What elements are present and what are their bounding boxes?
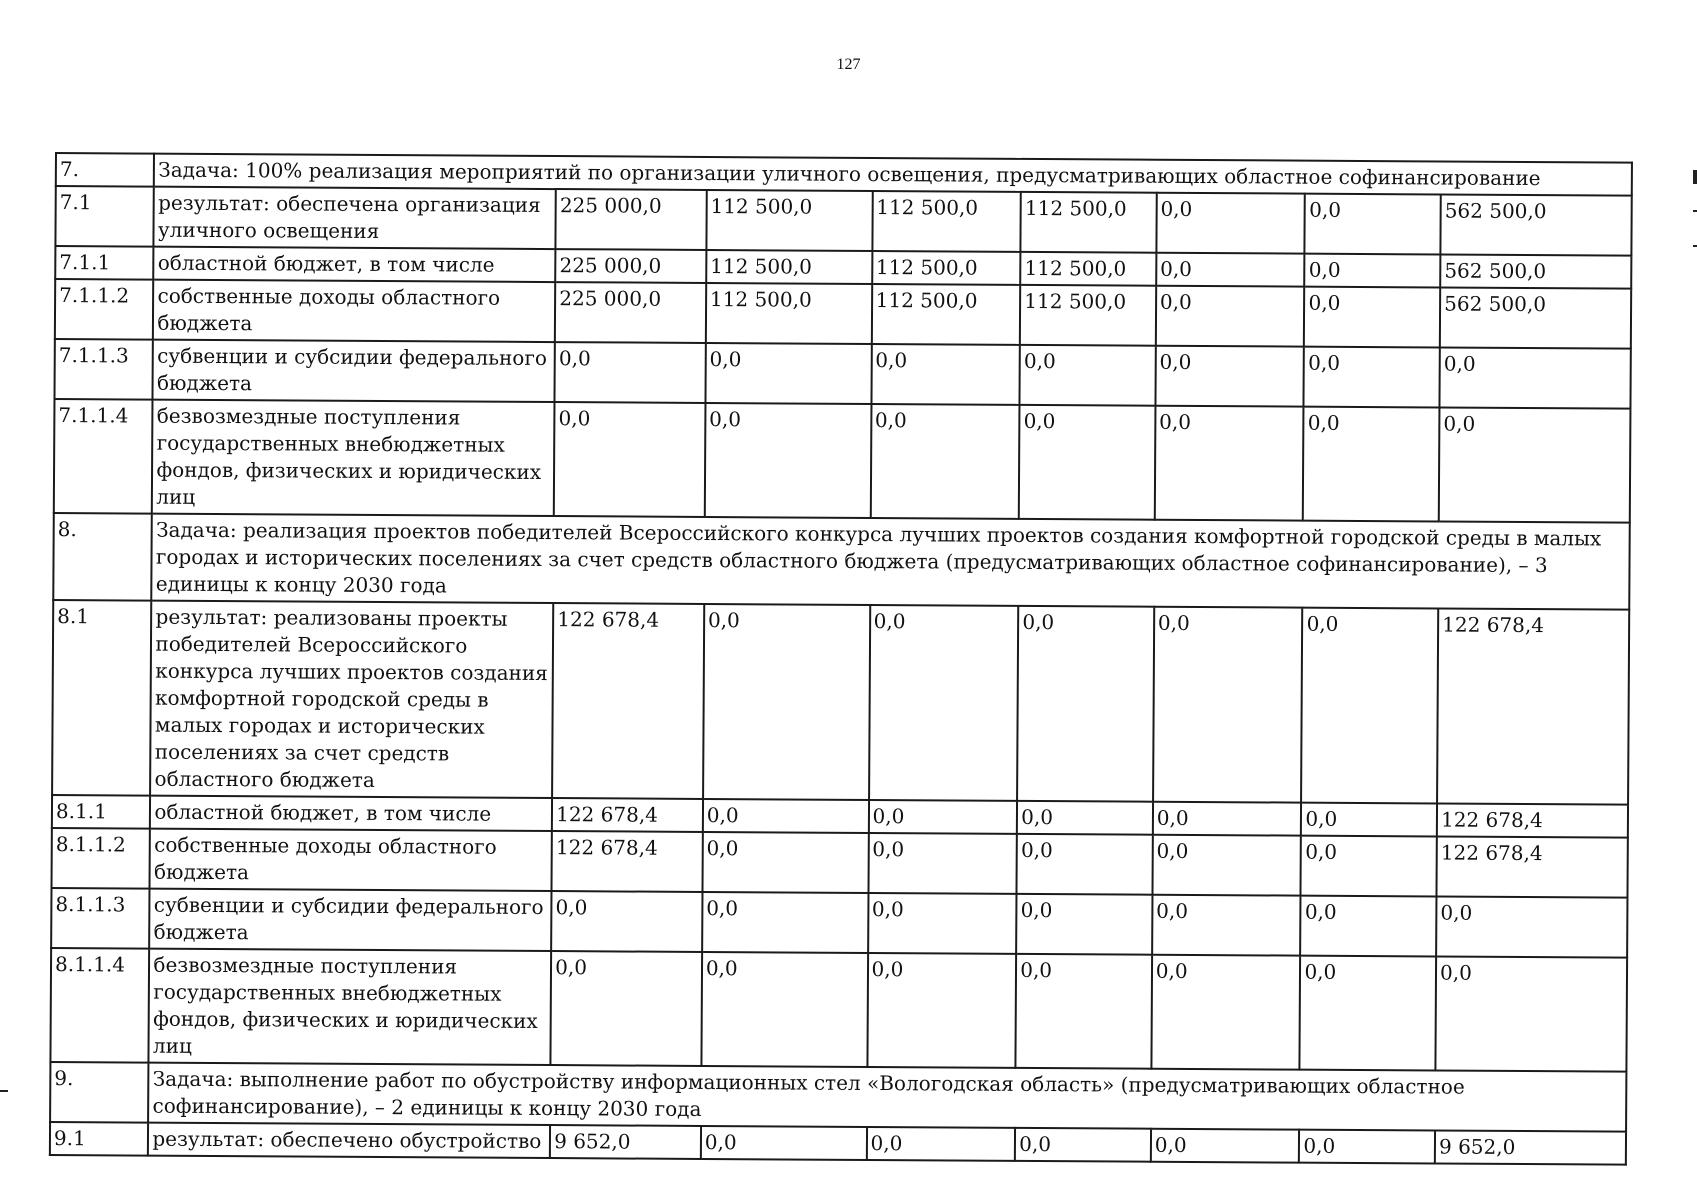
task-code: 8. <box>53 513 152 601</box>
row-name: областной бюджет, в том числе <box>150 796 552 831</box>
row-value: 112 500,0 <box>1020 252 1156 286</box>
task-description: Задача: 100% реализация мероприятий по организации уличного освещения, предусматривающих областное софинансирование <box>154 154 1632 196</box>
row-total-value: 0,0 <box>1440 347 1631 408</box>
row-value: 122 678,4 <box>552 831 703 892</box>
row-value: 112 500,0 <box>706 250 872 284</box>
row-value: 0,0 <box>551 891 702 952</box>
row-name: результат: обеспечено обустройство <box>148 1123 550 1158</box>
row-name: безвозмездные поступления государственных внебюджетных фондов, физических и юридических лиц <box>149 949 551 1065</box>
budget-table <box>49 152 1633 1166</box>
table-row <box>50 948 1627 1072</box>
row-value: 0,0 <box>871 344 1020 405</box>
row-name: собственные доходы областного бюджета <box>150 829 552 891</box>
row-name: результат: обеспечена организация уличного освещения <box>154 187 556 249</box>
row-value: 0,0 <box>1016 954 1152 1069</box>
row-code: 7.1.1 <box>55 246 154 280</box>
row-value: 0,0 <box>1155 346 1304 407</box>
task-code: 7. <box>56 153 155 187</box>
row-code: 7.1 <box>55 186 154 247</box>
row-value: 0,0 <box>1017 606 1154 802</box>
row-value: 0,0 <box>1300 956 1436 1071</box>
row-value: 0,0 <box>1302 608 1439 804</box>
row-value: 0,0 <box>702 832 868 893</box>
table-row <box>55 279 1631 349</box>
row-value: 225 000,0 <box>555 249 706 283</box>
row-value: 0,0 <box>1305 194 1441 255</box>
right-edge-mark <box>1693 210 1697 212</box>
row-total-value: 122 678,4 <box>1437 836 1628 897</box>
row-value: 0,0 <box>1020 345 1156 406</box>
table-body <box>50 153 1632 1165</box>
left-edge-mark <box>0 1090 8 1092</box>
row-value: 0,0 <box>1156 286 1305 347</box>
row-value: 0,0 <box>551 951 702 1066</box>
row-value: 0,0 <box>867 953 1016 1068</box>
row-value: 0,0 <box>1301 896 1437 957</box>
row-value: 0,0 <box>703 604 870 800</box>
row-value: 225 000,0 <box>556 189 707 250</box>
row-value: 0,0 <box>1304 287 1440 348</box>
table-row <box>54 399 1631 523</box>
row-value: 0,0 <box>1156 193 1305 254</box>
row-value: 0,0 <box>1156 253 1305 287</box>
row-value: 0,0 <box>1017 801 1153 835</box>
row-value: 0,0 <box>1015 1128 1151 1162</box>
row-value: 0,0 <box>1151 955 1300 1070</box>
row-code: 8.1.1.2 <box>52 828 151 889</box>
row-value: 112 500,0 <box>1021 192 1157 253</box>
row-value: 112 500,0 <box>706 190 872 251</box>
row-value: 0,0 <box>703 799 869 833</box>
task-row <box>53 513 1630 610</box>
row-value: 0,0 <box>554 402 705 517</box>
row-value: 0,0 <box>1305 254 1441 288</box>
row-value: 0,0 <box>1152 835 1301 896</box>
row-value: 112 500,0 <box>872 191 1021 252</box>
document-sheet <box>49 152 1633 1166</box>
table-row <box>51 888 1627 958</box>
row-value: 0,0 <box>1151 1129 1300 1163</box>
task-code: 9. <box>50 1062 149 1123</box>
row-value: 0,0 <box>869 605 1019 801</box>
row-name: собственные доходы областного бюджета <box>153 280 555 342</box>
row-value: 0,0 <box>1303 407 1439 522</box>
row-code: 7.1.1.4 <box>54 399 153 514</box>
row-value: 0,0 <box>870 404 1019 519</box>
task-description: Задача: реализация проектов победителей Всероссийского конкурса лучших проектов создания комфортной городской среды в малых городах и исторических поселениях за счет средств областного бюджета (предусматривающих областное софинансирование), – 3 единицы к концу 2030 года <box>152 514 1630 610</box>
row-value: 0,0 <box>1152 895 1301 956</box>
row-total-value: 0,0 <box>1435 956 1627 1071</box>
row-total-value: 122 678,4 <box>1437 608 1629 804</box>
row-total-value: 9 652,0 <box>1435 1130 1626 1164</box>
row-value: 0,0 <box>1304 347 1440 408</box>
row-code: 8.1 <box>52 600 152 796</box>
row-code: 9.1 <box>50 1122 149 1156</box>
row-name: субвенции и субсидии федерального бюджета <box>153 340 555 402</box>
row-name: безвозмездные поступления государственных внебюджетных фондов, физических и юридических лиц <box>152 400 554 516</box>
row-value: 0,0 <box>1301 803 1437 837</box>
row-value: 122 678,4 <box>552 798 703 832</box>
row-code: 8.1.1.3 <box>51 888 150 949</box>
row-value: 0,0 <box>701 1126 867 1160</box>
row-value: 9 652,0 <box>550 1125 701 1159</box>
row-value: 0,0 <box>705 343 871 404</box>
row-total-value: 0,0 <box>1439 407 1631 522</box>
row-value: 0,0 <box>705 403 871 518</box>
page-number: 127 <box>836 56 861 73</box>
row-value: 112 500,0 <box>706 283 872 344</box>
row-value: 0,0 <box>866 1127 1015 1161</box>
table-row <box>52 600 1629 805</box>
row-value: 0,0 <box>555 342 706 403</box>
row-code: 8.1.1.4 <box>50 948 149 1063</box>
row-total-value: 562 500,0 <box>1440 254 1631 288</box>
row-value: 122 678,4 <box>552 603 704 799</box>
row-value: 112 500,0 <box>871 284 1020 345</box>
row-value: 0,0 <box>868 833 1017 894</box>
row-code: 7.1.1.3 <box>54 339 153 400</box>
row-value: 0,0 <box>1301 836 1437 897</box>
row-value: 0,0 <box>1019 405 1155 520</box>
row-value: 0,0 <box>868 800 1017 834</box>
row-name: субвенции и субсидии федерального бюджета <box>150 889 552 951</box>
row-value: 112 500,0 <box>872 251 1021 285</box>
row-name: областной бюджет, в том числе <box>154 247 556 282</box>
row-value: 0,0 <box>701 952 867 1067</box>
row-value: 0,0 <box>1153 802 1302 836</box>
row-total-value: 0,0 <box>1436 896 1627 957</box>
task-row <box>50 1062 1626 1132</box>
table-row <box>52 828 1628 898</box>
row-total-value: 562 500,0 <box>1440 194 1631 255</box>
right-edge-mark <box>1693 245 1697 247</box>
task-description: Задача: выполнение работ по обустройству информационных стел «Вологодская область» (предусматривающих областное софинансирование), – 2 единицы к концу 2030 года <box>148 1063 1626 1132</box>
row-value: 0,0 <box>868 893 1017 954</box>
table-row <box>54 339 1630 409</box>
row-value: 225 000,0 <box>555 282 706 343</box>
table-row <box>55 186 1631 256</box>
row-value: 112 500,0 <box>1020 285 1156 346</box>
row-value: 0,0 <box>1016 894 1152 955</box>
row-value: 0,0 <box>1017 834 1153 895</box>
row-value: 0,0 <box>1153 607 1303 803</box>
row-name: результат: реализованы проекты победителей Всероссийского конкурса лучших проектов создания комфортной городской среды в малых городах и исторических поселениях за счет средств областного бюджета <box>150 601 553 798</box>
row-value: 0,0 <box>702 892 868 953</box>
row-total-value: 122 678,4 <box>1437 803 1628 837</box>
right-edge-mark <box>1693 170 1697 184</box>
row-value: 0,0 <box>1155 406 1304 521</box>
row-value: 0,0 <box>1299 1130 1435 1164</box>
row-code: 7.1.1.2 <box>55 279 154 340</box>
row-code: 8.1.1 <box>52 795 151 829</box>
row-total-value: 562 500,0 <box>1440 287 1631 348</box>
